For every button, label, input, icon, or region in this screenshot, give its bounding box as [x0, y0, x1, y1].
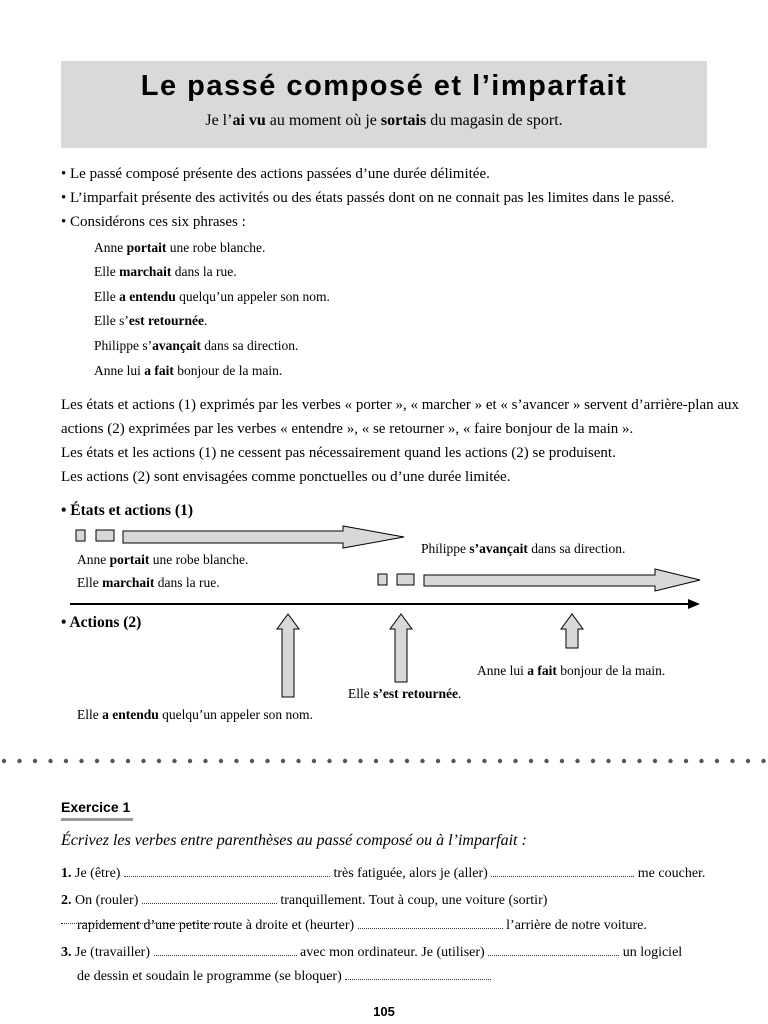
separator-dot [467, 759, 471, 763]
separator-dot [250, 759, 254, 763]
dotted-separator [0, 752, 768, 770]
timeline-arrowhead [688, 599, 700, 609]
separator-dot [436, 759, 440, 763]
explanation-line: Les actions (2) sont envisagées comme ponctuelles ou d’une durée limitée. [61, 469, 511, 485]
answer-blank[interactable] [154, 945, 297, 956]
separator-dot [653, 759, 657, 763]
diagram-heading-states: • États et actions (1) [61, 502, 193, 519]
answer-blank[interactable] [124, 866, 330, 877]
exercise-title-underline [61, 818, 133, 821]
separator-dot [575, 759, 579, 763]
answer-blank[interactable] [488, 945, 619, 956]
separator-dot [684, 759, 688, 763]
page-number: 105 [373, 1004, 395, 1019]
separator-dot [560, 759, 564, 763]
subtitle-text: au moment où je [265, 112, 381, 129]
subtitle-text: Je l’ [205, 112, 233, 129]
separator-dot [746, 759, 750, 763]
example-sentence: Elle s’est retournée. [94, 313, 208, 328]
exercise-title: Exercice 1 [61, 799, 131, 815]
separator-dot [157, 759, 161, 763]
separator-dot [482, 759, 486, 763]
separator-dot [389, 759, 393, 763]
intro-bullet: • L’imparfait présente des activités ou des états passés dont on ne connait pas les limites dans le passé. [61, 190, 675, 206]
marker-square [378, 574, 387, 585]
separator-dot [141, 759, 145, 763]
diagram-label: Elle a entendu quelqu’un appeler son nom. [77, 707, 313, 722]
example-sentence: Anne lui a fait bonjour de la main. [94, 363, 283, 378]
subtitle-text: du magasin de sport. [426, 112, 563, 129]
answer-blank[interactable] [358, 918, 503, 929]
separator-dot [668, 759, 672, 763]
separator-dot [95, 759, 99, 763]
separator-dot [17, 759, 21, 763]
separator-dot [451, 759, 455, 763]
separator-dot [715, 759, 719, 763]
separator-dot [188, 759, 192, 763]
separator-dot [730, 759, 734, 763]
answer-blank[interactable] [345, 969, 491, 980]
separator-dot [544, 759, 548, 763]
separator-dot [296, 759, 300, 763]
separator-dot [327, 759, 331, 763]
diagram-label: Elle s’est retournée. [348, 686, 462, 701]
subtitle-bold: sortais [380, 112, 427, 129]
separator-dot [312, 759, 316, 763]
separator-dot [374, 759, 378, 763]
exercise-item: 1. Je (être) très fatiguée, alors je (aller) me coucher. [61, 866, 706, 881]
example-sentence: Elle a entendu quelqu’un appeler son nom. [94, 289, 330, 304]
diagram-label: Philippe s’avançait dans sa direction. [421, 541, 626, 556]
subtitle-bold: ai vu [232, 112, 266, 129]
diagram-label: Anne portait une robe blanche. [77, 552, 249, 567]
example-sentence: Philippe s’avançait dans sa direction. [94, 338, 299, 353]
separator-dot [405, 759, 409, 763]
exercise-item-continued: rapidement d’une petite route à droite et (heurter) l’arrière de notre voiture. [77, 918, 647, 933]
separator-dot [281, 759, 285, 763]
separator-dot [110, 759, 114, 763]
marker-square [96, 530, 114, 541]
separator-dot [48, 759, 52, 763]
diagram-heading-actions: • Actions (2) [61, 614, 142, 631]
separator-dot [699, 759, 703, 763]
separator-dot [234, 759, 238, 763]
separator-dot [622, 759, 626, 763]
separator-dot [79, 759, 83, 763]
separator-dot [343, 759, 347, 763]
marker-square [76, 530, 85, 541]
separator-dot [219, 759, 223, 763]
intro-bullet: • Le passé composé présente des actions passées d’une durée délimitée. [61, 166, 490, 182]
exercise-item: 2. On (rouler) tranquillement. Tout à coup, une voiture (sortir) [61, 891, 711, 931]
answer-blank[interactable] [142, 893, 277, 904]
diagram-label: Elle marchait dans la rue. [77, 575, 220, 590]
exercise-instruction: Écrivez les verbes entre parenthèses au passé composé ou à l’imparfait : [61, 832, 527, 849]
separator-dot [358, 759, 362, 763]
explanation-line: Les états et actions (1) exprimés par les verbes « porter », « marcher » et « s’avancer » servent d’arrière-plan aux [61, 397, 740, 413]
separator-dot [33, 759, 37, 763]
separator-dot [761, 759, 765, 763]
separator-dot [637, 759, 641, 763]
exercise-item-continued: de dessin et soudain le programme (se bloquer) [77, 967, 727, 987]
up-arrow [277, 614, 299, 697]
separator-dot [513, 759, 517, 763]
separator-dot [126, 759, 130, 763]
intro-bullet: • Considérons ces six phrases : [61, 214, 246, 230]
example-sentence: Elle marchait dans la rue. [94, 264, 237, 279]
separator-dot [203, 759, 207, 763]
exercise-item: 3. Je (travailler) avec mon ordinateur. Je (utiliser) un logiciel [61, 945, 683, 960]
separator-dot [64, 759, 68, 763]
separator-dot [420, 759, 424, 763]
duration-arrow [424, 569, 700, 591]
page-title: Le passé composé et l’imparfait [140, 70, 628, 102]
answer-blank[interactable] [491, 866, 634, 877]
separator-dot [2, 759, 6, 763]
separator-dot [529, 759, 533, 763]
explanation-line: actions (2) exprimées par les verbes « entendre », « se retourner », « faire bonjour de la main ». [61, 421, 634, 437]
duration-arrow [123, 526, 404, 548]
up-arrow [390, 614, 412, 682]
separator-dot [606, 759, 610, 763]
separator-dot [498, 759, 502, 763]
separator-dot [265, 759, 269, 763]
separator-dot [172, 759, 176, 763]
diagram-label: Anne lui a fait bonjour de la main. [477, 663, 666, 678]
example-sentence: Anne portait une robe blanche. [94, 240, 266, 255]
marker-square [397, 574, 414, 585]
separator-dot [591, 759, 595, 763]
up-arrow [561, 614, 583, 648]
explanation-line: Les états et les actions (1) ne cessent pas nécessairement quand les actions (2) se produisent. [61, 445, 616, 461]
